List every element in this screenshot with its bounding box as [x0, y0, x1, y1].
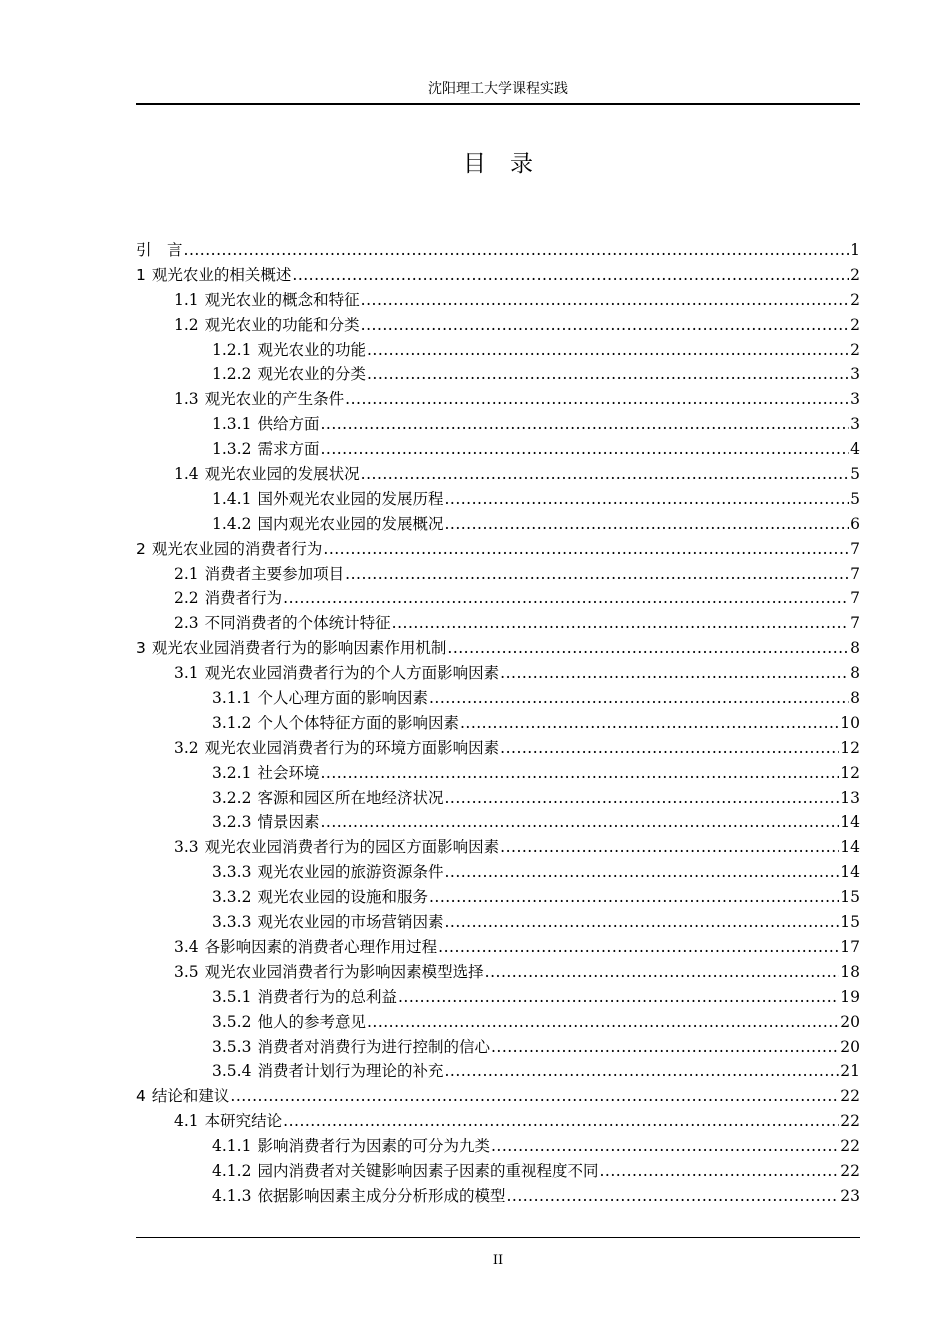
- toc-entry-text: 观光农业园消费者行为的园区方面影响因素: [204, 838, 500, 857]
- toc-entry-label: [212, 686, 428, 711]
- toc-entry-page: 1: [850, 241, 860, 259]
- toc-entry-text: 引 言: [136, 241, 183, 259]
- toc-dot-leader: [361, 313, 849, 338]
- toc-entry-text: 观光农业园的消费者行为: [151, 539, 323, 558]
- toc-entry-label: [174, 387, 344, 412]
- toc-entry-number: 3.3.2: [212, 888, 252, 907]
- toc-entry-label: [212, 910, 443, 935]
- toc-dot-leader: [429, 885, 839, 910]
- toc-entry-number: 3.3.3: [212, 913, 252, 932]
- toc-entry-text: 观光农业的产生条件: [204, 390, 345, 409]
- toc-entry[interactable]: [136, 1159, 860, 1184]
- toc-entry[interactable]: [136, 935, 860, 960]
- toc-entry-label: [212, 985, 397, 1010]
- toc-entry-text: 观光农业的分类: [257, 365, 366, 384]
- toc-entry-text: 他人的参考意见: [257, 1012, 366, 1031]
- toc-entry-label: [212, 860, 443, 885]
- toc-entry-number: 1.3: [174, 390, 199, 409]
- toc-entry-page: 20: [840, 1012, 860, 1031]
- toc-entry-label: [212, 487, 443, 512]
- toc-entry-label: [212, 338, 366, 363]
- toc-entry[interactable]: [136, 437, 860, 462]
- toc-dot-leader: [444, 512, 849, 537]
- toc-entry-label: [174, 661, 499, 686]
- toc-entry-label: [174, 288, 360, 313]
- toc-entry-text: 消费者对消费行为进行控制的信心: [257, 1037, 490, 1056]
- toc-entry-text: 观光农业园的市场营销因素: [257, 913, 444, 932]
- toc-entry[interactable]: [136, 835, 860, 860]
- toc-entry-page: 8: [850, 664, 860, 683]
- toc-entry[interactable]: [136, 786, 860, 811]
- toc-entry-page: 8: [850, 639, 860, 658]
- toc-entry[interactable]: [136, 910, 860, 935]
- toc-entry-page: 5: [850, 465, 860, 484]
- toc-entry-label: [212, 761, 319, 786]
- toc-entry[interactable]: [136, 1184, 860, 1209]
- toc-entry[interactable]: [136, 313, 860, 338]
- toc-dot-leader: [460, 711, 839, 736]
- toc-entry-text: 观光农业的相关概述: [151, 265, 292, 284]
- toc-entry[interactable]: [136, 238, 860, 263]
- toc-dot-leader: [500, 661, 849, 686]
- toc-entry-label: [212, 711, 459, 736]
- toc-entry-page: 23: [840, 1186, 860, 1205]
- toc-entry-page: 3: [850, 390, 860, 409]
- toc-entry-label: [174, 736, 499, 761]
- toc-entry[interactable]: [136, 686, 860, 711]
- toc-dot-leader: [184, 238, 850, 263]
- toc-entry-page: 12: [840, 738, 860, 757]
- toc-entry-number: 3.3.3: [212, 863, 252, 882]
- toc-entry-label: [212, 512, 443, 537]
- toc-dot-leader: [491, 1134, 839, 1159]
- toc-entry[interactable]: [136, 885, 860, 910]
- toc-entry-label: [212, 362, 366, 387]
- footer-page-number: II: [492, 1253, 504, 1268]
- toc-entry-page: 14: [840, 863, 860, 882]
- toc-entry-text: 国外观光农业园的发展历程: [257, 489, 444, 508]
- toc-entry-page: 3: [850, 365, 860, 384]
- toc-entry-number: 4: [136, 1087, 146, 1106]
- toc-entry-number: 1.3.2: [212, 440, 252, 459]
- toc-entry-page: 17: [840, 937, 860, 956]
- toc-entry-number: 3.2.1: [212, 763, 252, 782]
- toc-entry-page: 3: [850, 415, 860, 434]
- toc-entry-number: 1.2.1: [212, 340, 252, 359]
- footer-rule: [136, 1237, 860, 1238]
- toc-entry-label: [174, 586, 282, 611]
- toc-entry-text: 供给方面: [257, 415, 320, 434]
- toc-entry-page: 14: [840, 838, 860, 857]
- toc-entry-page: 13: [840, 788, 860, 807]
- toc-entry-text: 消费者行为的总利益: [257, 987, 397, 1006]
- toc-dot-leader: [320, 810, 839, 835]
- toc-entry-number: 1: [136, 265, 146, 284]
- toc-entry-number: 1.4.2: [212, 514, 252, 533]
- toc-entry-number: 1.2: [174, 315, 199, 334]
- toc-entry-number: 3.5.3: [212, 1037, 252, 1056]
- toc-entry-label: [212, 1010, 366, 1035]
- toc-entry-page: 22: [840, 1137, 860, 1156]
- toc-entry-label: [174, 960, 484, 985]
- toc-entry-number: 2.3: [174, 614, 199, 633]
- toc-entry-number: 3.1.2: [212, 713, 252, 732]
- toc-entry-text: 社会环境: [257, 763, 320, 782]
- toc-dot-leader: [367, 362, 849, 387]
- toc-dot-leader: [367, 338, 849, 363]
- toc-dot-leader: [392, 611, 849, 636]
- toc-entry[interactable]: [136, 736, 860, 761]
- toc-dot-leader: [320, 437, 849, 462]
- toc-entry-text: 观光农业园消费者行为的环境方面影响因素: [204, 738, 500, 757]
- toc-entry-text: 观光农业园的设施和服务: [257, 888, 428, 907]
- toc-dot-leader: [361, 462, 849, 487]
- toc-dot-leader: [447, 636, 849, 661]
- toc-entry-label: [212, 412, 319, 437]
- toc-dot-leader: [444, 487, 849, 512]
- toc-entry-page: 21: [840, 1062, 860, 1081]
- toc-entry-text: 园内消费者对关键影响因素子因素的重视程度不同: [257, 1161, 599, 1180]
- toc-entry-label: [136, 263, 291, 288]
- toc-entry-number: 3.1.1: [212, 689, 252, 708]
- toc-entry-number: 3.5: [174, 962, 199, 981]
- toc-entry-label: [212, 786, 443, 811]
- toc-entry-number: 3.1: [174, 664, 199, 683]
- toc-entry[interactable]: [136, 761, 860, 786]
- toc-entry-number: 1.4.1: [212, 489, 252, 508]
- toc-dot-leader: [320, 761, 839, 786]
- toc-dot-leader: [500, 835, 839, 860]
- toc-entry-label: [174, 935, 437, 960]
- toc-entry[interactable]: [136, 487, 860, 512]
- toc-entry-page: 8: [850, 689, 860, 708]
- toc-entry-text: 个人心理方面的影响因素: [257, 689, 428, 708]
- toc-entry-number: 1.4: [174, 465, 199, 484]
- toc-entry-text: 依据影响因素主成分分析形成的模型: [257, 1186, 506, 1205]
- toc-entry-page: 15: [840, 913, 860, 932]
- toc-title: 目录: [463, 151, 557, 177]
- toc-entry-page: 7: [850, 614, 860, 633]
- toc-entry-page: 18: [840, 962, 860, 981]
- toc-entry-text: 各影响因素的消费者心理作用过程: [204, 937, 438, 956]
- toc-entry-label: [212, 810, 319, 835]
- toc-entry-label: [174, 611, 391, 636]
- toc-dot-leader: [283, 1109, 839, 1134]
- toc-entry-page: 12: [840, 763, 860, 782]
- toc-entry-label: [212, 885, 428, 910]
- toc-dot-leader: [444, 1059, 839, 1084]
- toc-entry-page: 4: [850, 440, 860, 459]
- toc-entry-label: [212, 1035, 490, 1060]
- toc-entry-text: 观光农业的概念和特征: [204, 290, 360, 309]
- toc-dot-leader: [323, 537, 849, 562]
- toc-entry-number: 3: [136, 639, 146, 658]
- toc-entry-label: [174, 835, 499, 860]
- toc-entry-page: 19: [840, 987, 860, 1006]
- toc-entry-number: 4.1: [174, 1112, 199, 1131]
- toc-entry-page: 2: [850, 290, 860, 309]
- toc-entry-number: 3.4: [174, 937, 199, 956]
- toc-entry-text: 国内观光农业园的发展概况: [257, 514, 444, 533]
- toc-dot-leader: [320, 412, 849, 437]
- toc-entry-number: 2: [136, 539, 146, 558]
- toc-entry[interactable]: [136, 1010, 860, 1035]
- toc-entry-label: [212, 1059, 443, 1084]
- toc-entry-label: [136, 1084, 229, 1109]
- toc-entry-page: 5: [850, 489, 860, 508]
- toc-entry-text: 观光农业园消费者行为的个人方面影响因素: [204, 664, 500, 683]
- toc-entry[interactable]: [136, 586, 860, 611]
- toc-entry-number: 3.2.2: [212, 788, 252, 807]
- toc-entry[interactable]: [136, 263, 860, 288]
- toc-entry[interactable]: [136, 1035, 860, 1060]
- toc-entry-label: [212, 1184, 505, 1209]
- toc-entry[interactable]: [136, 338, 860, 363]
- toc-entry-page: 20: [840, 1037, 860, 1056]
- toc-entry-page: 7: [850, 539, 860, 558]
- toc-entry-text: 结论和建议: [151, 1087, 230, 1106]
- toc-entry-label: [174, 462, 360, 487]
- toc-dot-leader: [444, 786, 839, 811]
- toc-entry-page: 2: [850, 265, 860, 284]
- toc-entry-page: 22: [840, 1112, 860, 1131]
- toc-dot-leader: [429, 686, 849, 711]
- toc-entry[interactable]: [136, 1059, 860, 1084]
- toc-entry[interactable]: [136, 860, 860, 885]
- toc-entry-label: [174, 562, 344, 587]
- toc-entry-number: 1.1: [174, 290, 199, 309]
- toc-entry-number: 3.5.4: [212, 1062, 252, 1081]
- toc-entry-label: [174, 1109, 282, 1134]
- toc-dot-leader: [230, 1084, 839, 1109]
- toc-entry-label: [212, 1134, 490, 1159]
- toc-entry-number: 1.3.1: [212, 415, 252, 434]
- toc-entry[interactable]: [136, 636, 860, 661]
- toc-entry[interactable]: [136, 562, 860, 587]
- toc-entry-page: 14: [840, 813, 860, 832]
- toc-entry[interactable]: [136, 711, 860, 736]
- toc-entry-page: 7: [850, 564, 860, 583]
- toc-entry-text: 个人个体特征方面的影响因素: [257, 713, 459, 732]
- toc-entry[interactable]: [136, 985, 860, 1010]
- toc-entry[interactable]: [136, 1109, 860, 1134]
- toc-dot-leader: [500, 736, 839, 761]
- toc-entry-page: 10: [840, 713, 860, 732]
- toc-entry-page: 22: [840, 1161, 860, 1180]
- toc-entry-text: 观光农业园消费者行为的影响因素作用机制: [151, 639, 447, 658]
- toc-entry-label: [136, 636, 446, 661]
- toc-entry[interactable]: [136, 288, 860, 313]
- toc-entry[interactable]: [136, 810, 860, 835]
- toc-entry-number: 2.2: [174, 589, 199, 608]
- toc-entry-text: 观光农业园的发展状况: [204, 465, 360, 484]
- table-of-contents: [136, 238, 860, 1209]
- toc-entry-label: [136, 537, 322, 562]
- toc-entry[interactable]: [136, 362, 860, 387]
- header-rule: [136, 103, 860, 105]
- toc-entry[interactable]: [136, 1084, 860, 1109]
- toc-entry-text: 观光农业的功能: [257, 340, 366, 359]
- toc-entry[interactable]: [136, 537, 860, 562]
- toc-entry[interactable]: [136, 661, 860, 686]
- toc-entry-number: 3.2.3: [212, 813, 252, 832]
- toc-entry-number: 4.1.1: [212, 1137, 252, 1156]
- toc-entry[interactable]: [136, 960, 860, 985]
- toc-entry-label: [212, 437, 319, 462]
- toc-entry-label: [136, 238, 183, 263]
- toc-entry-text: 观光农业园的旅游资源条件: [257, 863, 444, 882]
- toc-dot-leader: [444, 910, 839, 935]
- toc-entry-text: 需求方面: [257, 440, 320, 459]
- toc-entry-text: 影响消费者行为因素的可分为九类: [257, 1137, 490, 1156]
- toc-entry-text: 消费者主要参加项目: [204, 564, 345, 583]
- toc-entry-page: 2: [850, 315, 860, 334]
- toc-dot-leader: [485, 960, 840, 985]
- toc-entry-text: 情景因素: [257, 813, 320, 832]
- toc-entry-page: 2: [850, 340, 860, 359]
- toc-entry-number: 3.3: [174, 838, 199, 857]
- toc-entry-text: 本研究结论: [204, 1112, 283, 1131]
- toc-entry-label: [212, 1159, 598, 1184]
- toc-entry[interactable]: [136, 412, 860, 437]
- toc-dot-leader: [599, 1159, 839, 1184]
- toc-entry-number: 4.1.3: [212, 1186, 252, 1205]
- toc-entry[interactable]: [136, 512, 860, 537]
- toc-entry-text: 观光农业的功能和分类: [204, 315, 360, 334]
- toc-entry-page: 7: [850, 589, 860, 608]
- toc-dot-leader: [283, 586, 849, 611]
- toc-entry-text: 消费者行为: [204, 589, 283, 608]
- toc-dot-leader: [361, 288, 849, 313]
- running-header: 沈阳理工大学课程实践: [428, 81, 568, 97]
- toc-dot-leader: [491, 1035, 839, 1060]
- toc-entry[interactable]: [136, 611, 860, 636]
- toc-entry-text: 不同消费者的个体统计特征: [204, 614, 391, 633]
- toc-dot-leader: [506, 1184, 839, 1209]
- toc-dot-leader: [444, 860, 839, 885]
- toc-dot-leader: [398, 985, 839, 1010]
- toc-entry[interactable]: [136, 462, 860, 487]
- toc-entry-number: 1.2.2: [212, 365, 252, 384]
- toc-entry-text: 客源和园区所在地经济状况: [257, 788, 444, 807]
- toc-dot-leader: [345, 387, 849, 412]
- toc-dot-leader: [345, 562, 849, 587]
- toc-entry-page: 22: [840, 1087, 860, 1106]
- toc-entry-text: 观光农业园消费者行为影响因素模型选择: [204, 962, 484, 981]
- toc-dot-leader: [367, 1010, 839, 1035]
- toc-entry-number: 2.1: [174, 564, 199, 583]
- toc-dot-leader: [438, 935, 839, 960]
- toc-entry-number: 3.2: [174, 738, 199, 757]
- toc-dot-leader: [292, 263, 849, 288]
- toc-entry-label: [174, 313, 360, 338]
- toc-entry-page: 15: [840, 888, 860, 907]
- toc-entry[interactable]: [136, 387, 860, 412]
- toc-entry[interactable]: [136, 1134, 860, 1159]
- toc-entry-text: 消费者计划行为理论的补充: [257, 1062, 444, 1081]
- toc-entry-page: 6: [850, 514, 860, 533]
- toc-entry-number: 3.5.1: [212, 987, 252, 1006]
- toc-entry-number: 3.5.2: [212, 1012, 252, 1031]
- toc-entry-number: 4.1.2: [212, 1161, 252, 1180]
